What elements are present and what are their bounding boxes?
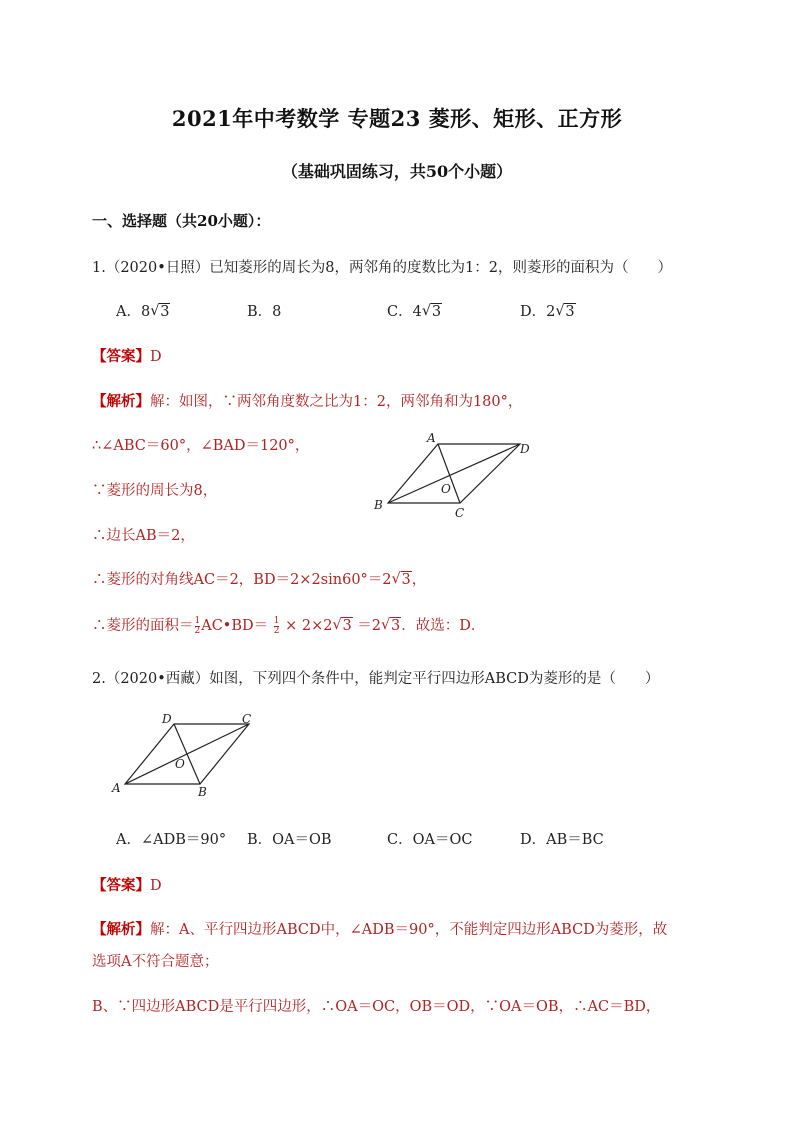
- center-label-o: O: [175, 757, 185, 771]
- q1-option-b[interactable]: B．8: [247, 304, 282, 320]
- q1-option-d-prefix: D．2: [520, 304, 556, 320]
- q2-analysis-line-2: 选项A不符合题意；: [92, 954, 219, 970]
- center-label-o: O: [441, 482, 451, 496]
- q1-option-d[interactable]: [520, 300, 576, 321]
- sqrt-symbol: √ 3: [555, 304, 575, 320]
- analysis-tag: 【解析】: [92, 921, 150, 938]
- vertex-label-b: B: [374, 498, 383, 512]
- diagonal-bd: [388, 444, 520, 503]
- fraction-half: $\frac{1}{2}$: [273, 615, 280, 636]
- q2-stem: 2.（2020•西藏）如图，下列四个条件中，能判定平行四边形ABCD为菱形的是（ ）: [92, 671, 660, 687]
- q2-option-b[interactable]: B．OA＝OB: [247, 832, 332, 848]
- sqrt-symbol: √ 3: [381, 618, 401, 634]
- answer-value: D: [150, 349, 162, 365]
- q1-analysis-line-6: ∴菱形的面积＝ $\frac{1}{2}$ AC•BD＝ $\frac{1}{2}$ × 2×2√ 3 ＝2√ 3．故选：D．: [92, 614, 485, 636]
- vertex-label-c: C: [455, 506, 465, 520]
- page-title: 2021年中考数学 专题23 菱形、矩形、正方形: [171, 106, 623, 131]
- q2-answer: [92, 874, 162, 895]
- answer-tag: 【答案】: [92, 348, 150, 365]
- analysis-tag: 【解析】: [92, 393, 150, 410]
- section-heading: 一、选择题（共20小题）：: [92, 212, 271, 230]
- q1-option-c-prefix: C．4: [387, 304, 422, 320]
- vertex-label-a: A: [112, 781, 121, 795]
- q1-analysis-line-3: ∵菱形的周长为8，: [92, 483, 218, 499]
- vertex-label-c: C: [242, 712, 252, 726]
- q1-analysis-line-1: 【解析】解：如图，∵两邻角度数之比为1：2，两邻角和为180°，: [92, 393, 523, 410]
- q2-parallelogram-figure: [104, 708, 274, 803]
- q1-analysis-line-5: ∴菱形的对角线AC＝2，BD＝2×2sin60°＝2√ 3，: [92, 568, 426, 589]
- sqrt-symbol: √ 3: [422, 304, 442, 320]
- answer-value: D: [150, 878, 162, 894]
- q1-rhombus-figure: [365, 428, 535, 523]
- q2-option-d[interactable]: D．AB＝BC: [520, 832, 604, 848]
- q1-analysis-line-4: ∴边长AB＝2，: [92, 528, 195, 544]
- vertex-label-d: D: [520, 442, 530, 456]
- vertex-label-b: B: [198, 785, 207, 799]
- fraction-half: $\frac{1}{2}$: [194, 615, 201, 636]
- vertex-label-a: A: [427, 431, 436, 445]
- q1-option-c[interactable]: [387, 300, 442, 321]
- q1-stem: 1.（2020•日照）已知菱形的周长为8，两邻角的度数比为1：2，则菱形的面积为（ ）: [92, 260, 672, 276]
- vertex-label-d: D: [162, 712, 172, 726]
- sqrt-symbol: √ 3: [150, 304, 170, 320]
- q1-option-a-prefix: A．8: [116, 304, 151, 320]
- q1-option-a[interactable]: [116, 300, 170, 321]
- q1-answer: [92, 345, 162, 366]
- sqrt-symbol: √ 3: [392, 572, 412, 588]
- q1-analysis-line-2: ∴∠ABC＝60°，∠BAD＝120°，: [92, 438, 310, 454]
- diagonal-ac: [125, 724, 249, 784]
- q2-option-c[interactable]: C．OA＝OC: [387, 832, 473, 848]
- sqrt-symbol: √ 3: [332, 618, 352, 634]
- answer-tag: 【答案】: [92, 877, 150, 894]
- q2-option-a[interactable]: A．∠ADB＝90°: [116, 832, 227, 848]
- page-subtitle: （基础巩固练习，共50个小题）: [281, 162, 513, 181]
- q2-analysis-line-3: B、∵四边形ABCD是平行四边形，∴OA＝OC，OB＝OD，∵OA＝OB，∴AC＝BD，: [92, 999, 661, 1015]
- q2-analysis-line-1: 【解析】解：A、平行四边形ABCD中，∠ADB＝90°，不能判定四边形ABCD为菱形，故: [92, 921, 668, 938]
